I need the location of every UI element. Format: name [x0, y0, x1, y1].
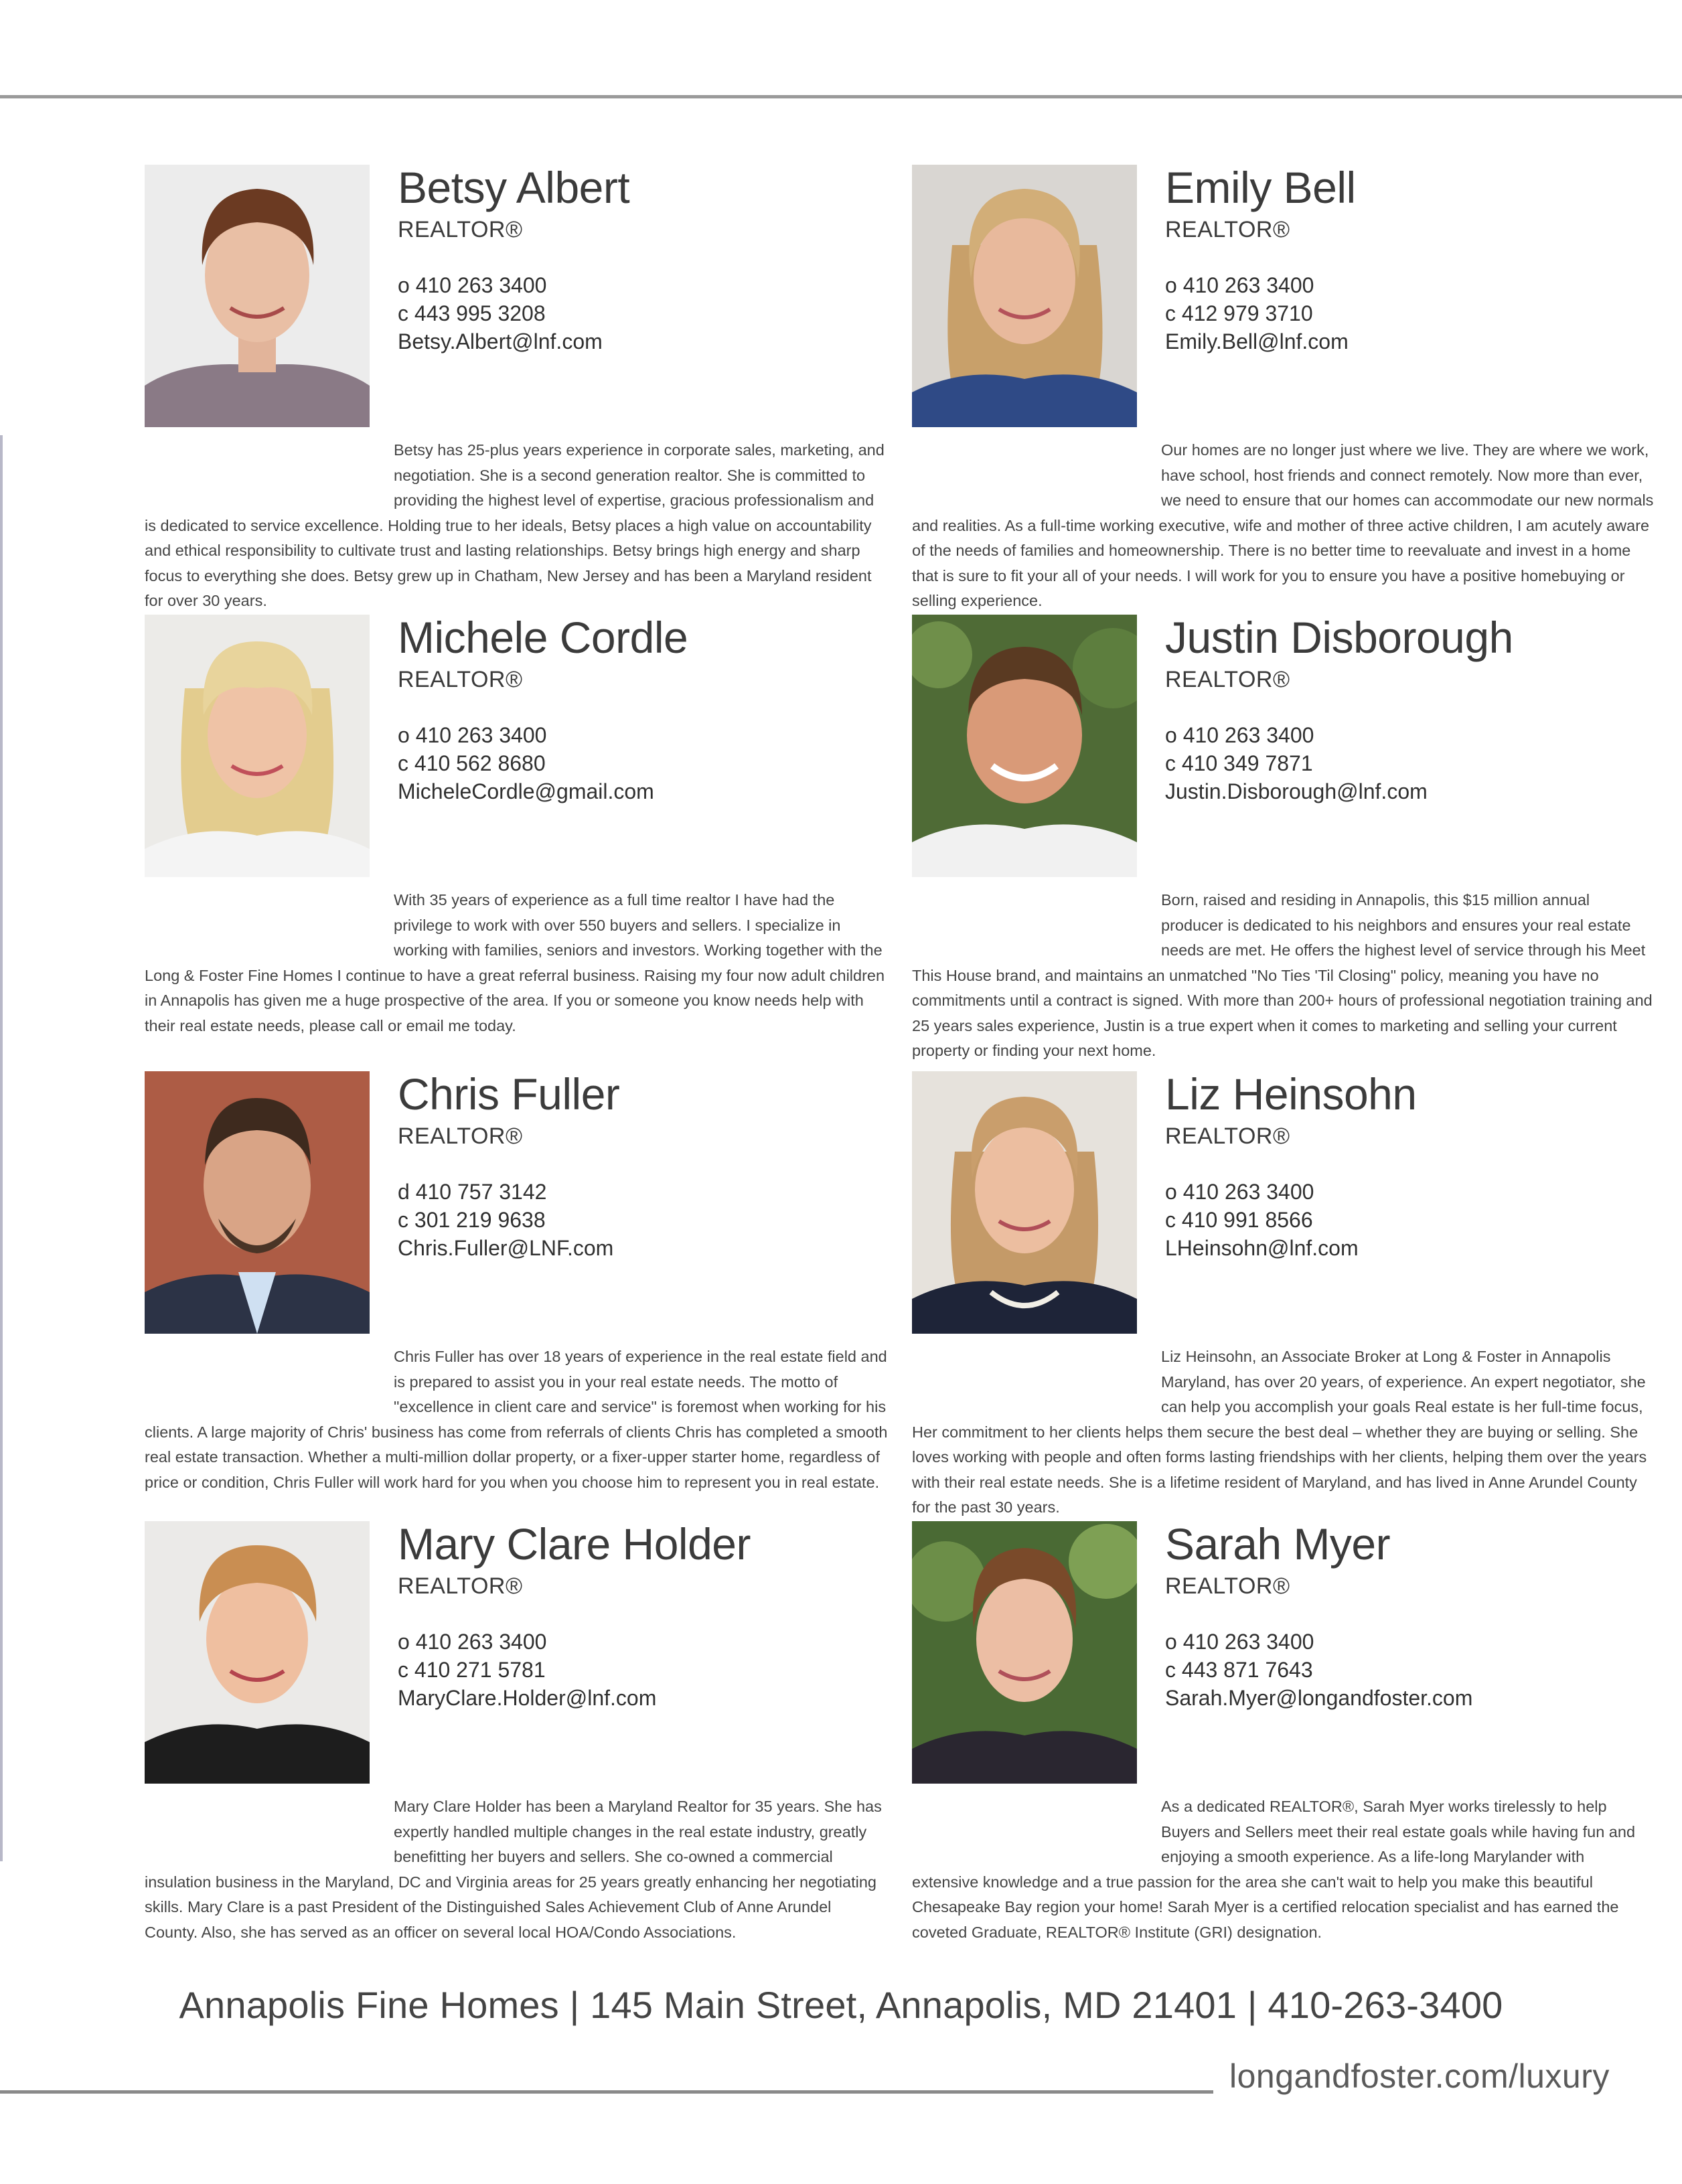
agent-title: REALTOR® — [398, 1573, 523, 1599]
agent-bio-block — [145, 1794, 888, 1945]
office-phone: o 410 263 3400 — [1165, 1630, 1314, 1654]
agent-bio: As a dedicated REALTOR®, Sarah Myer works tirelessly to help Buyers and Sellers meet their real estate goals while having fun and enjoying a smooth experience. As a life-long Marylander with extensive knowledge and a true passion for the area she can't wait to help you make this beautiful Chesapeake Bay region your home! Sarah Myer is a certified relocation specialist and has earned the coveted Graduate, REALTOR® Institute (GRI) designation. — [912, 1798, 1636, 1941]
email-link[interactable]: Chris.Fuller@LNF.com — [398, 1236, 614, 1260]
email-link[interactable]: Betsy.Albert@lnf.com — [398, 329, 603, 354]
agent-title: REALTOR® — [398, 667, 523, 692]
cell-phone: c 443 871 7643 — [1165, 1658, 1313, 1682]
agent-name: Sarah Myer — [1165, 1519, 1391, 1569]
office-phone: o 410 263 3400 — [398, 273, 547, 297]
agent-photo — [145, 165, 370, 427]
agent-photo — [145, 1521, 370, 1784]
office-phone: o 410 263 3400 — [1165, 273, 1314, 297]
cell-phone: c 410 562 8680 — [398, 751, 546, 775]
bottom-divider — [0, 2090, 1213, 2094]
agent-photo — [145, 615, 370, 877]
email-link[interactable]: MicheleCordle@gmail.com — [398, 779, 654, 803]
email-link[interactable]: LHeinsohn@lnf.com — [1165, 1236, 1359, 1260]
agent-bio: Chris Fuller has over 18 years of experience in the real estate field and is prepared to assist you in your real estate needs. The motto of "excellence in client care and service" is foremost when working for his clients. A large majority of Chris' business has come from referrals of clients Chris has completed a smooth real estate transaction. Whether a multi-million dollar property, or a fixer-upper starter home, regardless of price or condition, Chris Fuller will work hard for you when you choose him to represent you in real estate. — [145, 1348, 888, 1491]
email-link[interactable]: MaryClare.Holder@lnf.com — [398, 1686, 657, 1710]
cell-phone: c 410 991 8566 — [1165, 1208, 1313, 1232]
agent-photo — [912, 1071, 1137, 1334]
direct-phone: d 410 757 3142 — [398, 1180, 547, 1204]
cell-phone: c 301 219 9638 — [398, 1208, 546, 1232]
agent-bio: Betsy has 25-plus years experience in corporate sales, marketing, and negotiation. She is a second generation realtor. She is committed to providing the highest level of expertise, gracious professionalism and is dedicated to service excellence. Holding true to her ideals, Betsy places a high value on accountability and ethical responsibility to cultivate trust and lasting relationships. Betsy brings high energy and sharp focus to everything she does. Betsy grew up in Chatham, New Jersey and has been a Maryland resident for over 30 years. — [145, 441, 885, 609]
agent-name: Emily Bell — [1165, 163, 1356, 212]
cell-phone: c 443 995 3208 — [398, 301, 546, 325]
agent-bio-block — [912, 1794, 1655, 1945]
email-link[interactable]: Sarah.Myer@longandfoster.com — [1165, 1686, 1473, 1710]
email-link[interactable]: Emily.Bell@lnf.com — [1165, 329, 1349, 354]
email-link[interactable]: Justin.Disborough@lnf.com — [1165, 779, 1428, 803]
agent-photo — [912, 615, 1137, 877]
agent-bio-block — [145, 438, 888, 614]
agent-name: Michele Cordle — [398, 613, 688, 662]
agent-bio-block — [912, 1344, 1655, 1520]
agent-bio-block — [912, 888, 1655, 1064]
footer-address: Annapolis Fine Homes | 145 Main Street, Annapolis, MD 21401 | 410-263-3400 — [179, 1984, 1503, 2026]
cell-phone: c 412 979 3710 — [1165, 301, 1313, 325]
top-divider — [0, 95, 1682, 98]
office-phone: o 410 263 3400 — [1165, 1180, 1314, 1204]
agent-name: Justin Disborough — [1165, 613, 1513, 662]
agent-name: Liz Heinsohn — [1165, 1069, 1417, 1119]
agent-bio: Liz Heinsohn, an Associate Broker at Long & Foster in Annapolis Maryland, has over 20 years, of experience. An expert negotiator, she can help you accomplish your goals Real estate is her full-time focus, Her commitment to her clients helps them secure the best deal – whether they are buying or selling. She loves working with people and often forms lasting friendships with her clients, helping them over the years with their real estate needs. She is a lifetime resident of Maryland, and has lived in Anne Arundel County for the past 30 years. — [912, 1348, 1647, 1516]
cell-phone: c 410 271 5781 — [398, 1658, 546, 1682]
agent-title: REALTOR® — [1165, 217, 1290, 242]
agent-bio: With 35 years of experience as a full time realtor I have had the privilege to work with over 550 buyers and sellers. I specialize in working with families, seniors and investors. Working together with the Long & Foster Fine Homes I continue to have a great referral business. Raising my four now adult children in Annapolis has given me a huge prospective of the area. If you or someone you know needs help with their real estate needs, please call or email me today. — [145, 891, 885, 1034]
agent-bio-block — [912, 438, 1655, 614]
agent-title: REALTOR® — [1165, 1573, 1290, 1599]
cell-phone: c 410 349 7871 — [1165, 751, 1313, 775]
agent-title: REALTOR® — [1165, 1123, 1290, 1149]
agent-bio: Our homes are no longer just where we live. They are where we work, have school, host friends and connect remotely. Now more than ever, we need to ensure that our homes can accommodate our new normals and realities. As a full-time working executive, wife and mother of three active children, I am acutely aware of the needs of families and homeownership. There is no better time to reevaluate and invest in a home that is sure to fit your all of your needs. I will work for you to ensure you have a positive homebuying or selling experience. — [912, 441, 1654, 609]
office-phone: o 410 263 3400 — [398, 723, 547, 747]
agent-title: REALTOR® — [398, 217, 523, 242]
agent-name: Chris Fuller — [398, 1069, 620, 1119]
agent-bio: Born, raised and residing in Annapolis, this $15 million annual producer is dedicated to his neighbors and ensures your real estate needs are met. He offers the highest level of service through his Meet This House brand, and maintains an unmatched "No Ties 'Til Closing" policy, meaning you have no commitments until a contract is signed. With more than 200+ hours of professional negotiation training and 25 years sales experience, Justin is a true expert when it comes to marketing and selling your current property or finding your next home. — [912, 891, 1653, 1059]
agent-bio-block — [145, 888, 888, 1038]
agent-photo — [912, 1521, 1137, 1784]
agent-name: Mary Clare Holder — [398, 1519, 751, 1569]
agent-title: REALTOR® — [1165, 667, 1290, 692]
footer-url-link[interactable]: longandfoster.com/luxury — [1229, 2057, 1610, 2095]
agent-bio: Mary Clare Holder has been a Maryland Realtor for 35 years. She has expertly handled multiple changes in the real estate industry, greatly benefitting her buyers and sellers. She co-owned a commercial insulation business in the Maryland, DC and Virginia areas for 25 years greatly enhancing her negotiating skills. Mary Clare is a past President of the Distinguished Sales Achievement Club of Anne Arundel County. Also, she has served as an officer on several local HOA/Condo Associations. — [145, 1798, 882, 1941]
agent-title: REALTOR® — [398, 1123, 523, 1149]
agent-bio-block — [145, 1344, 888, 1495]
office-phone: o 410 263 3400 — [398, 1630, 547, 1654]
agent-name: Betsy Albert — [398, 163, 630, 212]
office-phone: o 410 263 3400 — [1165, 723, 1314, 747]
page-edge-line — [0, 435, 3, 1861]
agent-photo — [912, 165, 1137, 427]
agent-photo — [145, 1071, 370, 1334]
